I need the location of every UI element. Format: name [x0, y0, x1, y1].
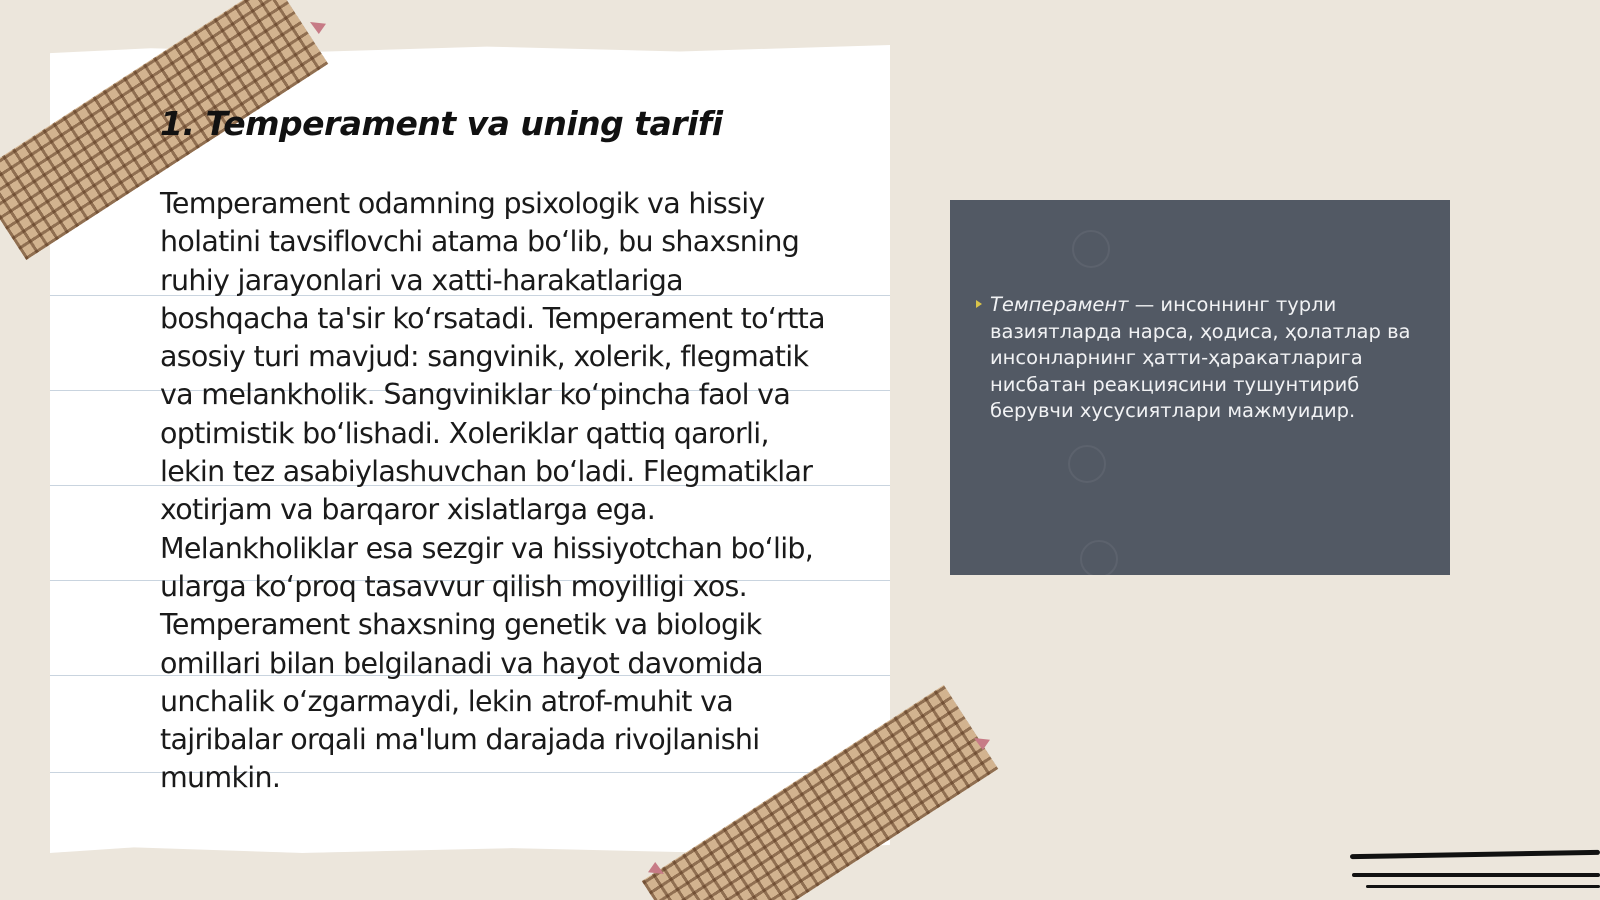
ghost-circle-icon	[1068, 445, 1106, 483]
slide-body-text: Temperament odamning psixologik va hissiy holatini tavsiflovchi atama bo‘lib, bu shaxsning ruhiy jarayonlari va xatti-harakatlariga boshqacha ta'sir ko‘rsatadi. Temperament to‘rtta asosiy turi mavjud: sangvinik, xolerik, flegmatik va melankholik. Sangviniklar ko‘pincha faol va optimistik bo‘lishadi. Xoleriklar qattiq qarorli, lekin tez asabiylashuvchan bo‘ladi. Flegmatiklar xotirjam va barqaror xislatlarga ega. Melankholiklar esa sezgir va hissiyotchan bo‘lib, ularga ko‘proq tasavvur qilish moyilligi xos. Temperament shaxsning genetik va biologik omillari bilan belgilanadi va hayot davomida unchalik o‘zgarmaydi, lekin atrof-muhit va tajribalar orqali ma'lum darajada rivojlanishi mumkin.	[160, 187, 825, 795]
ghost-circle-icon	[1080, 540, 1118, 575]
decorative-stroke	[1366, 885, 1600, 888]
bullet-definition: — инсоннинг турли вазиятларда нарса, ҳодиса, ҳолатлар ва инсонларнинг ҳатти-ҳаракатларига нисбатан реакциясини тушунтириб берувчи хусусиятлари мажмуидир.	[990, 293, 1411, 422]
pin-icon	[310, 22, 326, 34]
bullet-arrow-icon	[976, 300, 982, 308]
bullet-item	[972, 292, 1422, 425]
slide-heading: 1. Temperament va uning tarifi	[160, 104, 723, 143]
temperament-image-panel	[950, 200, 1450, 575]
decorative-stroke	[1350, 850, 1600, 859]
decorative-stroke	[1352, 873, 1600, 877]
bullet-term: Темперамент	[990, 293, 1129, 316]
ghost-circle-icon	[1072, 230, 1110, 268]
bullet-text	[990, 292, 1422, 425]
